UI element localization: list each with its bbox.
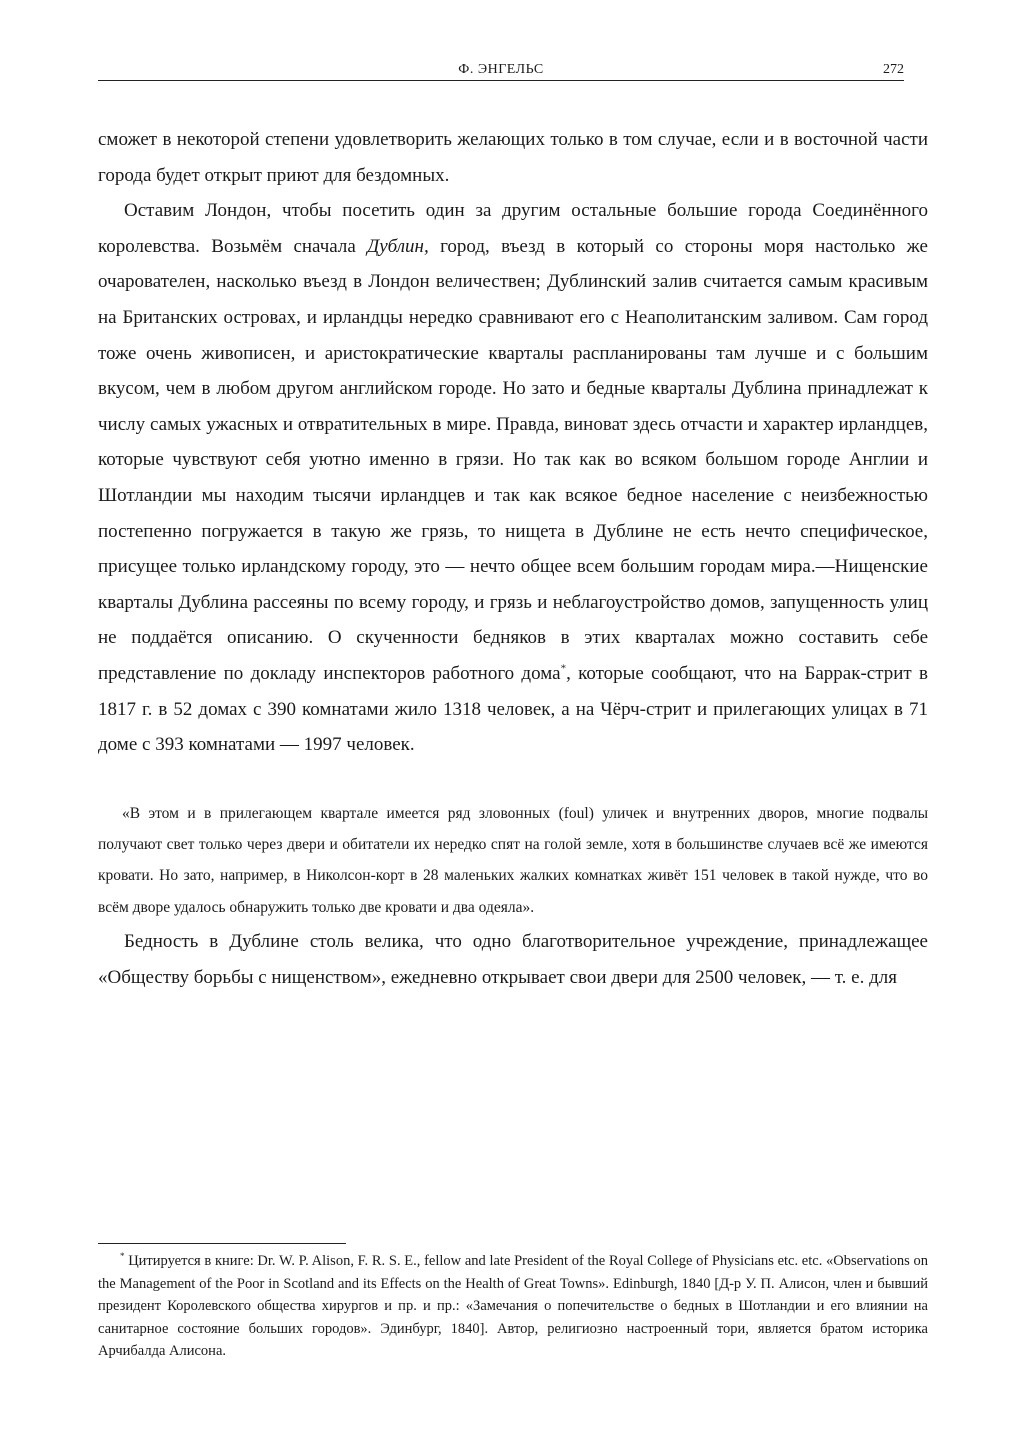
paragraph-dublin-start: Оставим Лондон, чтобы посетить один за другим остальные большие города Соединённого королевства. Возьмём сначала — [98, 200, 928, 257]
main-text-continued — [98, 924, 928, 995]
block-quote — [98, 798, 928, 923]
city-name-italic: Дублин, — [367, 235, 429, 257]
footnote-reference[interactable]: * — [560, 662, 567, 675]
paragraph-dublin-middle: город, въезд в который со стороны моря настолько же очарователен, насколько въезд в Лондон величествен; Дублинский залив считается самым красивым на Британских островах, и ирландцы нередко сравнивают его с Неаполитанским заливом. Сам город тоже очень живописен, и аристократические кварталы распланированы там лучше и с большим вкусом, чем в любом другом английском городе. Но зато и бедные кварталы Дублина принадлежат к числу самых ужасных и отвратительных в мире. Правда, виноват здесь отчасти и характер ирландцев, которые чувствуют себя уютно именно в грязи. Но так как во всяком большом городе Англии и Шотландии мы находим тысячи ирландцев и так как всякое бедное население с неизбежностью постепенно погружается в такую же грязь, то нищета в Дублине не есть нечто специфическое, присущее только ирландскому городу, это — нечто общее всем большим городам мира.—Нищенские кварталы Дублина рассеяны по всему городу, и грязь и неблагоустройство домов, запущенность улиц не поддаётся описанию. О скученности бедняков в этих кварталах можно составить себе представление по докладу инспекторов работного дома — [98, 235, 928, 684]
paragraph-dublin-end: , которые сообщают, что на Баррак-стрит в 1817 г. в 52 домах с 390 комнатами жило 1318 человек, а на Чёрч-стрит и прилегающих улицах в 71 доме с 393 комнатами — 1997 человек. — [98, 662, 928, 756]
footnote-divider — [98, 1243, 346, 1244]
footnote — [98, 1250, 928, 1363]
paragraph-continued: сможет в некоторой степени удовлетворить желающих только в том случае, если и в восточной части города будет открыт приют для бездомных. — [98, 129, 928, 186]
running-header — [98, 62, 904, 81]
footnote-text: Цитируется в книге: Dr. W. P. Alison, F. R. S. E., fellow and late President of the Royal College of Physicians etc. etc. «Observations on the Management of the Poor in Scotland and its Effects on the Health of Great Towns». Edinburgh, 1840 [Д-р У. П. Алисон, член и бывший президент Королевского общества хирургов и пр. и пр.: «Замечания о попечительстве о бедных в Шотландии и его влиянии на санитарное состояние больших городов». Эдинбург, 1840]. Автор, религиозно настроенный тори, является братом историка Арчибалда Алисона. — [98, 1253, 928, 1359]
footnote-text-block — [98, 1250, 928, 1363]
footnote-mark: * — [120, 1251, 125, 1262]
page-number: 272 — [883, 62, 904, 77]
main-text — [98, 122, 928, 763]
paragraph-poverty: Бедность в Дублине столь велика, что одно благотворительное учреждение, принадлежащее «Обществу борьбы с нищенством», ежедневно открывает свои двери для 2500 человек, — т. е. для — [98, 931, 928, 988]
header-title: Ф. ЭНГЕЛЬС — [458, 62, 544, 77]
paragraph-dublin — [98, 193, 928, 763]
quote-text: «В этом и в прилегающем квартале имеется ряд зловонных (foul) уличек и внутренних дворов, многие подвалы получают свет только через двери и обитатели их нередко спят на голой земле, хотя в большинстве случаев всё же имеются кровати. Но зато, например, в Николсон-корт в 28 маленьких жалких комнатках живёт 151 человек в такой нужде, что во всём дворе удалось обнаружить только две кровати и два одеяла». — [98, 805, 928, 916]
